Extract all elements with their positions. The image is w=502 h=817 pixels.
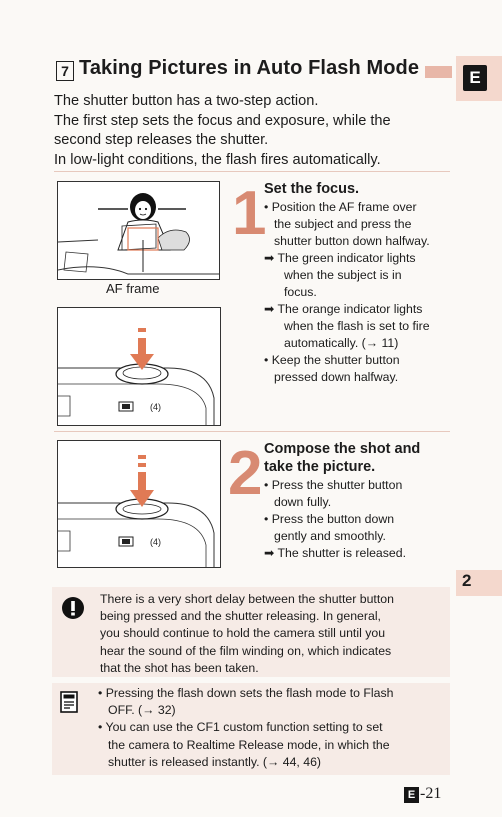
page-title: Taking Pictures in Auto Flash Mode (79, 57, 420, 79)
intro-paragraph (54, 92, 449, 170)
step-line: pressed down halfway. (274, 370, 399, 384)
memo-line: • Pressing the flash down sets the flash mode to Flash (98, 686, 394, 700)
step-line: • Position the AF frame over (264, 200, 417, 214)
caution-line: There is a very short delay between the shutter button (100, 592, 394, 606)
section-number-box: 7 (56, 61, 74, 81)
af-frame-caption: AF frame (106, 281, 160, 296)
memo-icon (60, 691, 78, 713)
camera-full-press-illustration (57, 440, 221, 568)
page-language-badge: E (404, 787, 419, 803)
step-instructions (264, 199, 454, 386)
step-line: when the flash is set to fire (284, 319, 430, 333)
caution-line: hear the sound of the film winding on, which indicates (100, 643, 392, 658)
memo-text (98, 685, 450, 771)
memo-line: shutter is released instantly. (→ 44, 46) (108, 754, 322, 769)
divider (54, 431, 450, 432)
divider (54, 171, 450, 172)
chapter-tab: 2 (462, 571, 472, 590)
step-2 (264, 440, 454, 562)
caution-text (100, 591, 450, 677)
caution-line: being pressed and the shutter releasing. In general, (100, 609, 381, 624)
memo-line: • You can use the CF1 custom function setting to set (98, 720, 383, 735)
title-accent-bar (425, 66, 452, 78)
camera-shutter-icon (58, 441, 220, 567)
memo-note (52, 683, 450, 775)
photo-scene-icon (58, 182, 219, 279)
caution-line: that the shot has been taken. (100, 660, 259, 675)
step-line: when the subject is in (284, 268, 402, 282)
step-line: the subject and press the (274, 217, 412, 231)
step-title: Compose the shot and (264, 441, 421, 457)
camera-half-press-illustration (57, 307, 221, 426)
memo-line: the camera to Realtime Release mode, in which the (108, 737, 390, 752)
caution-note (52, 587, 450, 677)
step-line: • Press the shutter button (264, 478, 403, 492)
intro-line: second step releases the shutter. (54, 132, 269, 148)
step-number: 2 (228, 439, 263, 508)
step-number: 1 (232, 179, 267, 248)
intro-line: In low-light conditions, the flash fires automatically. (54, 151, 381, 168)
step-line: down fully. (274, 495, 332, 509)
svg-text:(4): (4) (150, 537, 161, 547)
camera-shutter-icon (58, 308, 220, 425)
step-line: focus. (284, 285, 317, 299)
caution-icon (61, 596, 85, 620)
step-title: take the picture. (264, 459, 376, 475)
language-tab: E (463, 65, 487, 91)
step-line: automatically. (→ 11) (284, 336, 399, 350)
step-line: • Keep the shutter button (264, 353, 400, 367)
step-line: ➡ The green indicator lights (264, 251, 416, 265)
memo-line: OFF. (→ 32) (108, 703, 176, 718)
step-line: ➡ The orange indicator lights (264, 302, 423, 316)
step-line: shutter button down halfway. (274, 234, 430, 248)
step-instructions (264, 477, 454, 562)
step-1 (264, 180, 454, 386)
svg-text:(4): (4) (150, 402, 161, 412)
page-number: -21 (420, 785, 442, 802)
intro-line: The shutter button has a two-step action. (54, 93, 319, 109)
caution-line: you should continue to hold the camera still until you (100, 626, 386, 641)
step-line: ➡ The shutter is released. (264, 546, 406, 560)
step-line: • Press the button down (264, 512, 395, 526)
af-frame-illustration (57, 181, 220, 280)
step-line: gently and smoothly. (274, 529, 386, 543)
intro-line: The first step sets the focus and exposure, while the (54, 112, 391, 129)
step-title: Set the focus. (264, 181, 360, 197)
